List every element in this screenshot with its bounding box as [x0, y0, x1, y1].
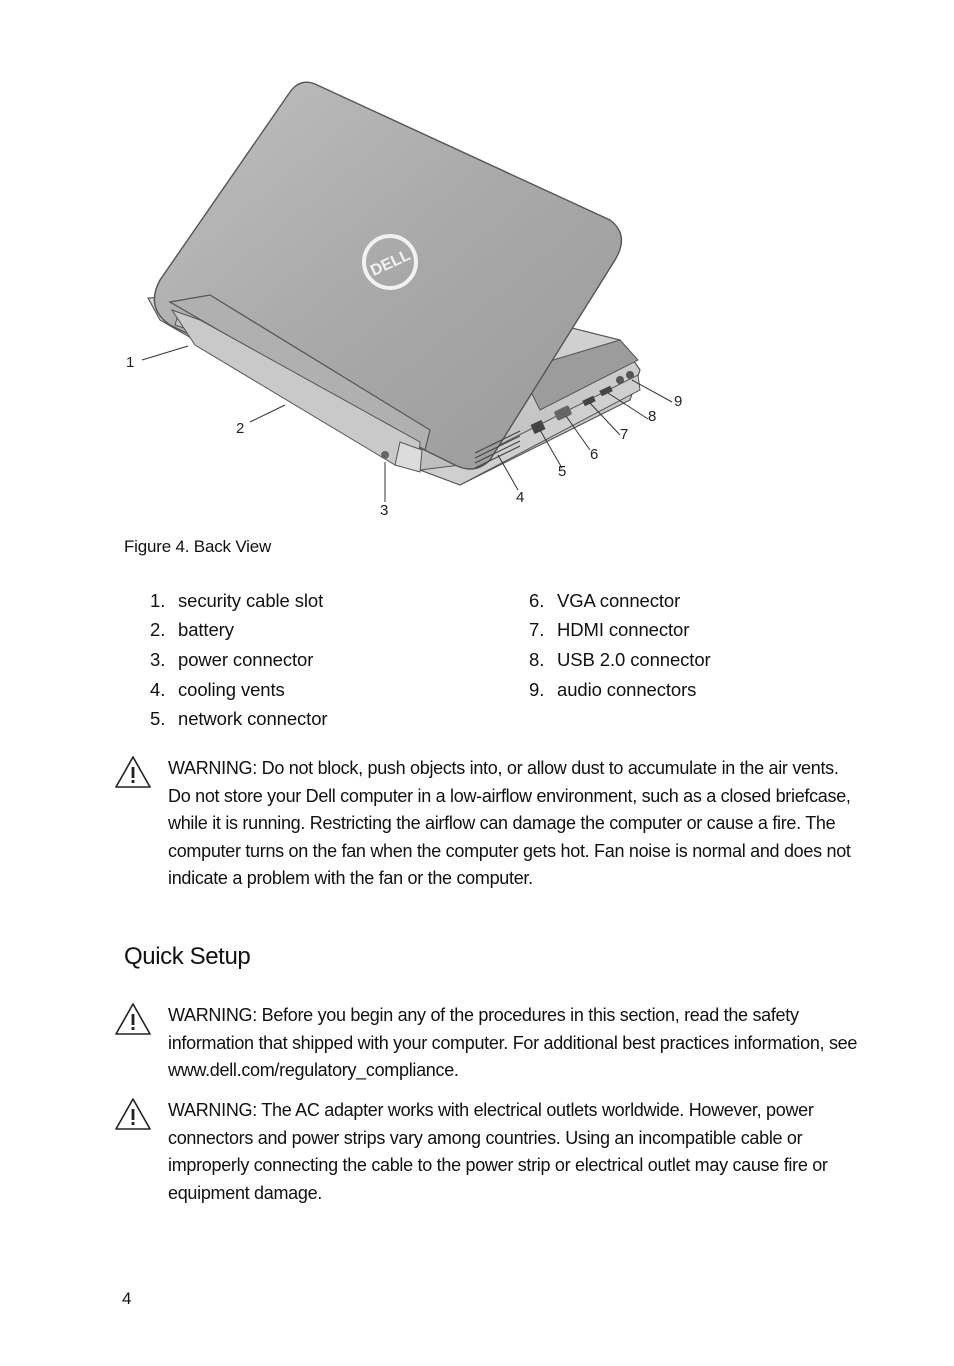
warning-triangle-icon	[114, 1002, 152, 1036]
dell-logo-text: DELL	[368, 246, 414, 280]
callout-6: 6	[590, 446, 599, 463]
page-number: 4	[122, 1289, 132, 1308]
component-list-left	[150, 586, 327, 734]
warning-triangle-icon	[114, 1097, 152, 1131]
list-label: cooling vents	[178, 678, 285, 700]
list-item	[150, 645, 327, 675]
list-item	[529, 616, 711, 646]
list-number: 8.	[529, 648, 545, 670]
list-item	[529, 645, 711, 675]
list-number: 4.	[150, 678, 166, 700]
warning-text: WARNING: Do not block, push objects into, or allow dust to accumulate in the air vents. Do not store your Dell computer in a low-airflow environment, such as a closed briefcase, while it is running. Restricting the airflow can damage the computer or cause a fire. The computer turns on the fan when the computer gets hot. Fan noise is normal and does not indicate a problem with the fan or the computer.	[168, 758, 851, 888]
list-item	[529, 675, 711, 705]
callout-2: 2	[236, 420, 245, 437]
list-label: network connector	[178, 708, 328, 730]
warning-ac-adapter	[114, 1097, 859, 1212]
callout-7: 7	[620, 426, 629, 443]
list-item	[150, 586, 327, 616]
callout-8: 8	[648, 408, 657, 425]
list-label: power connector	[178, 648, 314, 670]
figure-caption: Figure 4. Back View	[124, 537, 272, 556]
list-item	[150, 675, 327, 705]
list-number: 1.	[150, 589, 166, 611]
list-number: 6.	[529, 589, 545, 611]
callout-5: 5	[558, 463, 567, 480]
warning-text: WARNING: Before you begin any of the procedures in this section, read the safety information that shipped with your computer. For additional best practices information, see www.dell.com/regulatory_compliance.	[168, 1005, 858, 1080]
list-number: 2.	[150, 619, 166, 641]
list-item	[529, 586, 711, 616]
list-label: security cable slot	[178, 589, 324, 611]
list-label: VGA connector	[557, 589, 681, 611]
list-number: 7.	[529, 619, 545, 641]
callout-3: 3	[380, 502, 389, 519]
warning-text: WARNING: The AC adapter works with electrical outlets worldwide. However, power connectors and power strips vary among countries. Using an incompatible cable or improperly connecting the cable to the power strip or electrical outlet may cause fire or equipment damage.	[168, 1100, 828, 1203]
laptop-illustration	[100, 70, 720, 530]
list-number: 9.	[529, 678, 545, 700]
warning-air-vents	[114, 755, 859, 925]
list-number: 5.	[150, 708, 166, 730]
list-number: 3.	[150, 648, 166, 670]
list-label: audio connectors	[557, 678, 697, 700]
list-label: HDMI connector	[557, 619, 690, 641]
warning-triangle-icon	[114, 755, 152, 789]
laptop-back-view-figure	[100, 70, 720, 530]
callout-1: 1	[126, 354, 135, 371]
list-label: USB 2.0 connector	[557, 648, 711, 670]
section-title: Quick Setup	[124, 943, 251, 970]
list-item	[150, 704, 327, 734]
warning-safety-information	[114, 1002, 859, 1087]
list-label: battery	[178, 619, 234, 641]
callout-4: 4	[516, 489, 525, 506]
list-item	[150, 616, 327, 646]
callout-9: 9	[674, 393, 683, 410]
component-list-right	[529, 586, 711, 704]
